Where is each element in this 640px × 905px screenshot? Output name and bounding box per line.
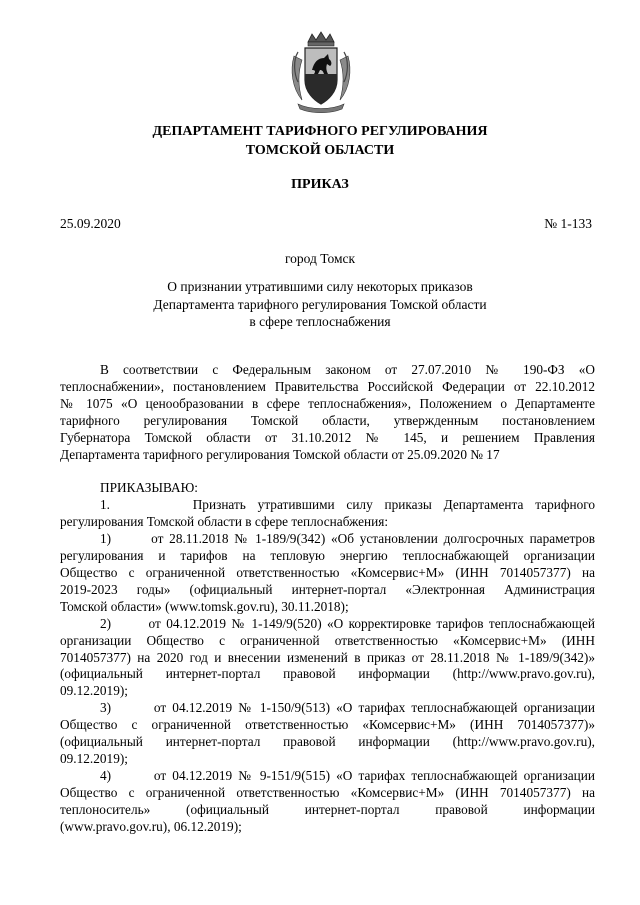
subitem-4-line: (www.pravo.gov.ru), 06.12.2019);	[60, 818, 242, 834]
subject-line: Департамента тарифного регулирования Томской области	[153, 296, 487, 312]
preamble-line: Департамента тарифного регулирования Томской области от 25.09.2020 № 17	[60, 446, 500, 462]
subitem-3-line: 09.12.2019);	[60, 750, 128, 766]
subitem-4-line: теплоноситель» (официальный интернет-портал правовой информации	[60, 801, 595, 817]
subitem-4-line: Общество с ограниченной ответственностью «Комсервис+М» (ИНН 7014057377) на	[60, 784, 595, 800]
subitem-1-line: 2019-2023 годы» (официальный интернет-портал «Электронная Администрация	[60, 581, 595, 597]
department-name	[0, 122, 640, 160]
subitem-1-paragraph	[60, 531, 595, 616]
preamble-line: теплоснабжении», постановлением Правительства Российской Федерации от 22.10.2012	[60, 378, 595, 394]
subitem-2-line: 09.12.2019);	[60, 683, 128, 699]
item-1-paragraph	[60, 497, 595, 531]
department-name-line-2: ТОМСКОЙ ОБЛАСТИ	[245, 143, 395, 158]
item-1-line: регулирования Томской области в сфере теплоснабжения:	[60, 514, 389, 530]
subitem-2-line: (официальный интернет-портал правовой информации (http://www.pravo.gov.ru),	[60, 666, 595, 682]
preamble-line: № 1075 «О ценообразовании в сфере теплоснабжения», Положением о Департаменте	[60, 395, 595, 411]
subitem-1-line: 1) от 28.11.2018 № 1-189/9(342) «Об установлении долгосрочных параметров	[100, 531, 595, 547]
document-body	[60, 362, 595, 835]
subitem-3-line: (официальный интернет-портал правовой информации (http://www.pravo.gov.ru),	[60, 734, 595, 750]
subitem-2-line: 7014057377) на 2020 год и внесении изменений в приказ от 28.11.2018 № 1-189/9(342)»	[60, 649, 595, 665]
order-word: ПРИКАЗЫВАЮ:	[100, 480, 198, 496]
city: город Томск	[284, 251, 356, 266]
document-type: ПРИКАЗ	[291, 177, 349, 192]
order-date: 25.09.2020	[60, 216, 121, 231]
subitem-3-paragraph	[60, 700, 595, 768]
subject-line: О признании утратившими силу некоторых приказов	[167, 279, 473, 294]
order-word-paragraph	[60, 480, 595, 497]
tomsk-coat-of-arms-icon	[288, 30, 354, 114]
order-subject	[130, 278, 510, 331]
subitem-3-line: Общество с ограниченной ответственностью «Комсервис+М» (ИНН 7014057377)»	[60, 717, 595, 733]
preamble-line: тарифного регулирования Томской области, утвержденным постановлением	[60, 412, 595, 428]
subitem-2-line: 2) от 04.12.2019 № 1-149/9(520) «О корректировке тарифов теплоснабжающей	[100, 615, 595, 631]
subitem-2-line: организации Общество с ограниченной ответственностью «Комсервис+М» (ИНН	[60, 632, 595, 648]
subitem-3-line: 3) от 04.12.2019 № 1-150/9(513) «О тарифах теплоснабжающей организации	[100, 700, 595, 716]
subitem-2-paragraph	[60, 616, 595, 701]
subitem-4-line: 4) от 04.12.2019 № 9-151/9(515) «О тарифах теплоснабжающей организации	[100, 767, 595, 783]
department-name-line-1: ДЕПАРТАМЕНТ ТАРИФНОГО РЕГУЛИРОВАНИЯ	[152, 124, 488, 139]
preamble-line: Губернатора Томской области от 31.10.2012 № 145, и решением Правления	[60, 429, 595, 445]
subitem-4-paragraph	[60, 768, 595, 836]
item-1-line: 1. Признать утратившими силу приказы Департамента тарифного	[100, 497, 595, 513]
subject-line: в сфере теплоснабжения	[249, 314, 391, 329]
preamble-line: В соответствии с Федеральным законом от 27.07.2010 № 190-ФЗ «О	[100, 362, 595, 377]
order-number: № 1-133	[544, 216, 592, 231]
subitem-1-line: Томской области» (www.tomsk.gov.ru), 30.11.2018);	[60, 598, 349, 614]
preamble-paragraph	[60, 362, 595, 463]
subitem-1-line: Общество с ограниченной ответственностью «Комсервис+М» (ИНН 7014057377) на	[60, 564, 595, 580]
subitem-1-line: регулирования и тарифов на тепловую энергию теплоснабжающей организации	[60, 548, 595, 564]
